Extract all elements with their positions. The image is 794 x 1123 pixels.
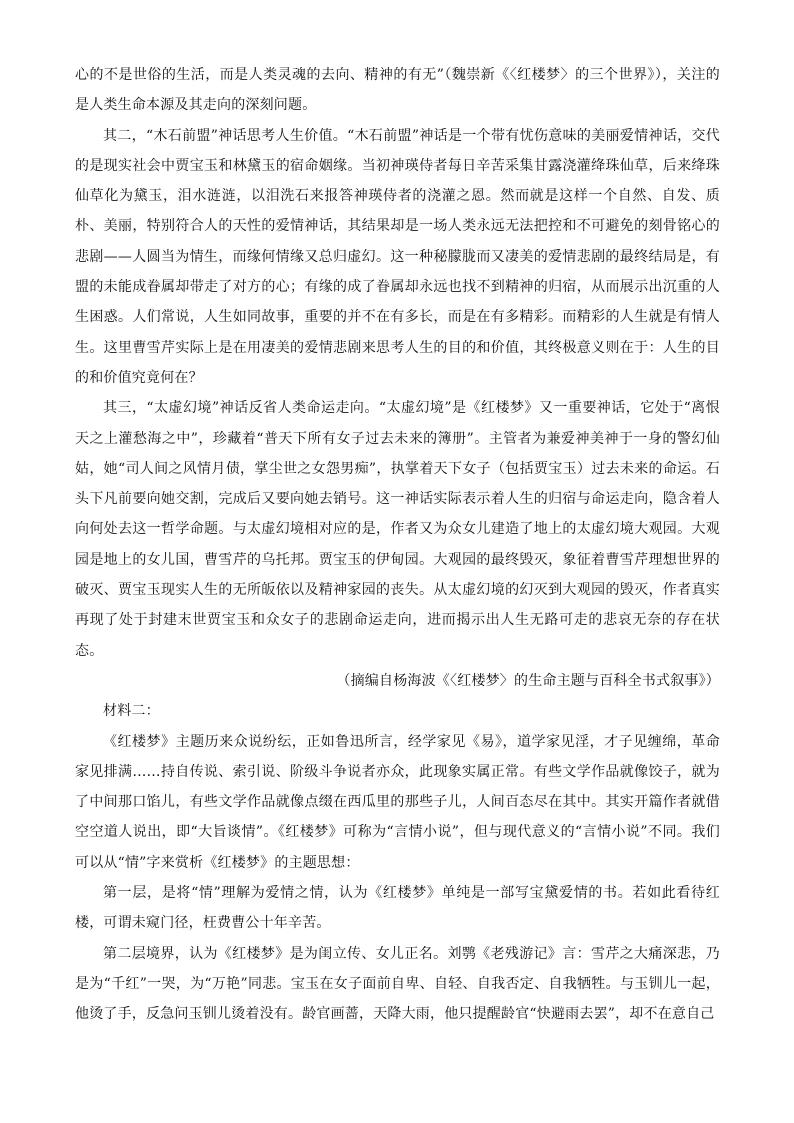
document-body [75, 60, 720, 1030]
paragraph-taixu-huanjing: 其三，“太虚幻境”神话反省人类命运走向。“太虚幻境”是《红楼梦》又一重要神话，它处于“离恨天之上灌愁海之中”，珍藏着“普天下所有女子过去未来的簿册”。主管者为兼爱神美神于一身的警幻仙姑，她“司人间之风情月债，掌尘世之女怨男痴”，执掌着天下女子（包括贾宝玉）过去未来的命运。石头下凡前要向她交割，完成后又要向她去销号。这一神话实际表示着人生的归宿与命运走向，隐含着人向何处去这一哲学命题。与太虚幻境相对应的是，作者又为众女儿建造了地上的太虚幻境大观园。大观园是地上的女儿国，曹雪芹的乌托邦。贾宝玉的伊甸园。大观园的最终毁灭，象征着曹雪芹理想世界的破灭、贾宝玉现实人生的无所皈依以及精神家园的丧失。从太虚幻境的幻灭到大观园的毁灭，作者真实再现了处于封建末世贾宝玉和众女子的悲剧命运走向，进而揭示出人生无路可走的悲哀无奈的存在状态。 [75, 400, 720, 659]
source-citation: （摘编自杨海波《〈红楼梦〉的生命主题与百科全书式叙事》） [336, 672, 720, 689]
paragraph-second-level: 第二层境界，认为《红楼梦》是为闺立传、女儿正名。刘鹗《老残游记》言：雪芹之大痛深悲，乃是为“千红”一哭，为“万艳”同悲。宝玉在女子面前自卑、自轻、自我否定、自我牺牲。与玉钏儿一起，他烫了手，反急问玉钏儿烫着没有。龄官画蔷，天降大雨，他只提醒龄官“快避雨去罢”，却不在意自己 [75, 945, 720, 1023]
paragraph-continuation: 心的不是世俗的生活，而是人类灵魂的去向、精神的有无”（魏崇新《〈红楼梦〉的三个世界》），关注的是人类生命本源及其走向的深刻问题。 [75, 67, 720, 114]
material-two-heading: 材料二： [103, 703, 160, 720]
paragraph-theme-overview: 《红楼梦》主题历来众说纷纭，正如鲁迅所言，经学家见《易》，道学家见淫，才子见缠绵，革命家见排满……持自传说、索引说、阶级斗争说者亦众，此现象实属正常。有些文学作品就像饺子，就为了中间那口馅儿，有些文学作品就像点缀在西瓜里的那些子儿，人间百态尽在其中。其实开篇作者就借空空道人说出，即“大旨谈情”。《红楼梦》可称为“言情小说”，但与现代意义的“言情小说”不同。我们可以从“情”字来赏析《红楼梦》的主题思想： [75, 733, 720, 871]
paragraph-first-level: 第一层，是将“情”理解为爱情之情，认为《红楼梦》单纯是一部写宝黛爱情的书。若如此看待红楼，可谓未窥门径，枉费曹公十年辛苦。 [75, 885, 720, 932]
paragraph-mushi-qianmeng: 其二，“木石前盟”神话思考人生价值。“木石前盟”神话是一个带有忧伤意味的美丽爱情神话，交代的是现实社会中贾宝玉和林黛玉的宿命姻缘。当初神瑛侍者每日辛苦采集甘露浇灌绛珠仙草，后来绛珠仙草化为黛玉，泪水涟涟，以泪洗石来报答神瑛侍者的浇灌之恩。然而就是这样一个自然、自发、质朴、美丽，特别符合人的天性的爱情神话，其结果却是一场人类永远无法把控和不可避免的刻骨铭心的悲剧——人圆当为情生，而缘何情缘又总归虚幻。这一种秘朦胧而又凄美的爱情悲剧的最终结局是，有盟的未能成眷属却带走了对方的心；有缘的成了眷属却永远也找不到精神的归宿，从而展示出沉重的人生困惑。人们常说，人生如同故事，重要的并不在有多长，而是在有多精彩。而精彩的人生就是有情人生。这里曹雪芹实际上是在用凄美的爱情悲剧来思考人生的目的和价值，其终极意义则在于：人生的目的和价值究竟何在？ [75, 127, 720, 386]
